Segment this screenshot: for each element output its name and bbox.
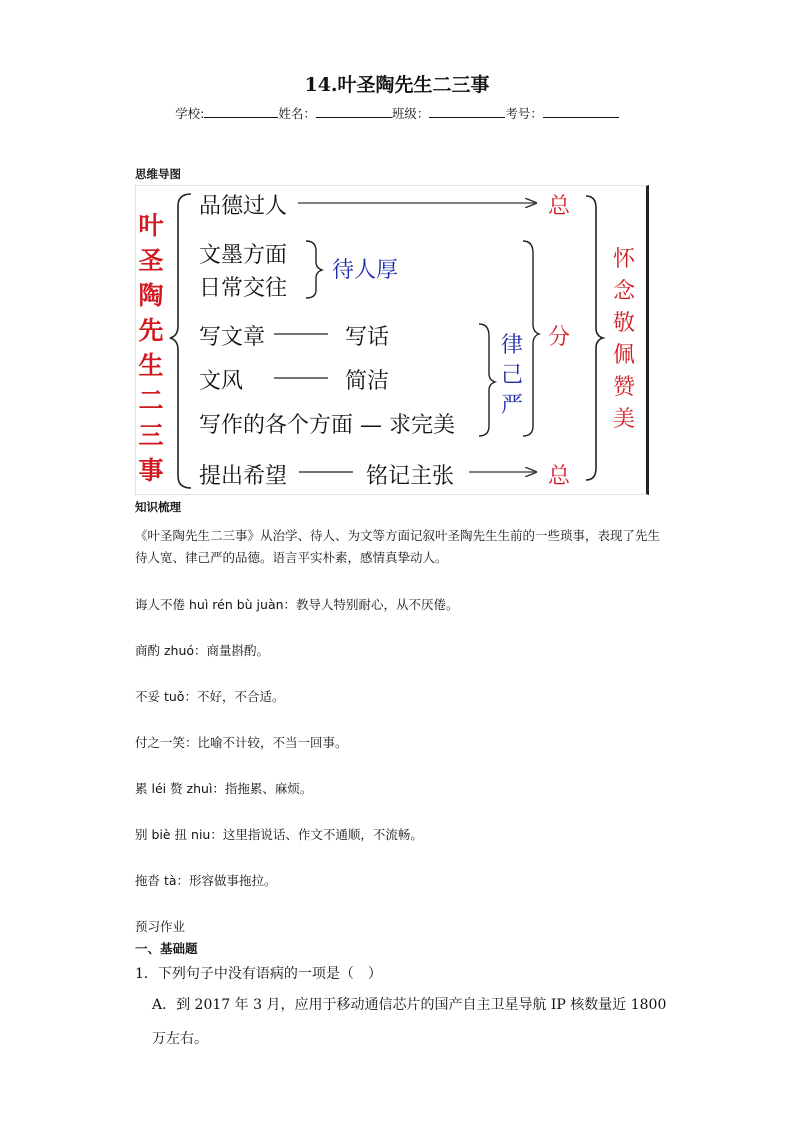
node-treat-people: 待人厚	[332, 258, 399, 283]
question-1: 1．下列句子中没有语病的一项是（ ）	[135, 966, 382, 982]
node-style: 文风	[199, 369, 244, 394]
term-item: 累 léi 赘 zhuì：指拖累、麻烦。	[135, 781, 313, 796]
class-blank[interactable]	[429, 104, 505, 118]
node-writing-aspect: 文墨方面	[199, 243, 288, 268]
question-1-option-a: A．到 2017 年 3 月，应用于移动通信芯片的国产自主卫星导航 IP 核数量近 1800 万左右。	[152, 997, 667, 1047]
node-daily-contact: 日常交往	[199, 276, 288, 301]
school-label: 学校:	[175, 106, 205, 121]
homework-subtitle: 一、基础题	[135, 941, 198, 956]
term-item: 商酌 zhuó：商量斟酌。	[135, 643, 270, 658]
name-blank[interactable]	[316, 104, 392, 118]
term-item: 不妥 tuǒ：不好，不合适。	[135, 689, 285, 704]
node-concise: 简洁	[345, 369, 390, 394]
node-zong-bottom: 总	[548, 464, 571, 489]
node-virtue: 品德过人	[199, 194, 288, 219]
mindmap-left-title: 叶 圣 陶 先 生 二 三 事	[138, 211, 164, 485]
node-self-strict: 律 己 严	[500, 333, 523, 418]
node-hope: 提出希望	[199, 464, 288, 489]
class-label: 班级：	[391, 106, 430, 121]
term-item: 拖沓 tà：形容做事拖拉。	[135, 873, 277, 888]
node-remember: 铭记主张	[366, 464, 455, 489]
term-item: 诲人不倦 huì rén bù juàn：教导人特别耐心，从不厌倦。	[135, 597, 459, 612]
node-write-speech: 写话	[345, 325, 390, 350]
node-fen: 分	[548, 325, 571, 350]
term-item: 付之一笑：比喻不计较，不当一回事。	[135, 735, 348, 750]
exam-no-label: 考号：	[505, 106, 543, 121]
treat-brace	[306, 241, 322, 298]
knowledge-section-label: 知识梳理	[135, 500, 181, 514]
homework-title: 预习作业	[135, 919, 186, 934]
student-info-line	[0, 104, 794, 122]
name-label: 姓名：	[278, 106, 316, 121]
node-perfection: 写作的各个方面 — 求完美	[199, 413, 455, 438]
right-brace	[586, 196, 603, 480]
term-item: 别 biè 扭 niu：这里指说话、作文不通顺，不流畅。	[135, 827, 423, 842]
left-brace	[170, 194, 191, 488]
exam-no-blank[interactable]	[543, 104, 619, 118]
mindmap-section-label: 思维导图	[135, 167, 181, 181]
school-blank[interactable]	[204, 104, 278, 118]
page-title: 14.叶圣陶先生二三事	[304, 74, 490, 96]
strict-brace	[479, 324, 495, 436]
mindmap-figure	[135, 185, 649, 495]
mindmap-right-title: 怀 念 敬 佩 赞 美	[612, 247, 635, 432]
node-zong-top: 总	[548, 194, 571, 219]
node-write-article: 写文章	[199, 325, 266, 350]
summary-paragraph: 《叶圣陶先生二三事》从治学、待人、为文等方面记叙叶圣陶先生生前的一些琐事，表现了先生待人宽、律己严的品德。语言平实朴素，感情真挚动人。	[135, 528, 661, 565]
